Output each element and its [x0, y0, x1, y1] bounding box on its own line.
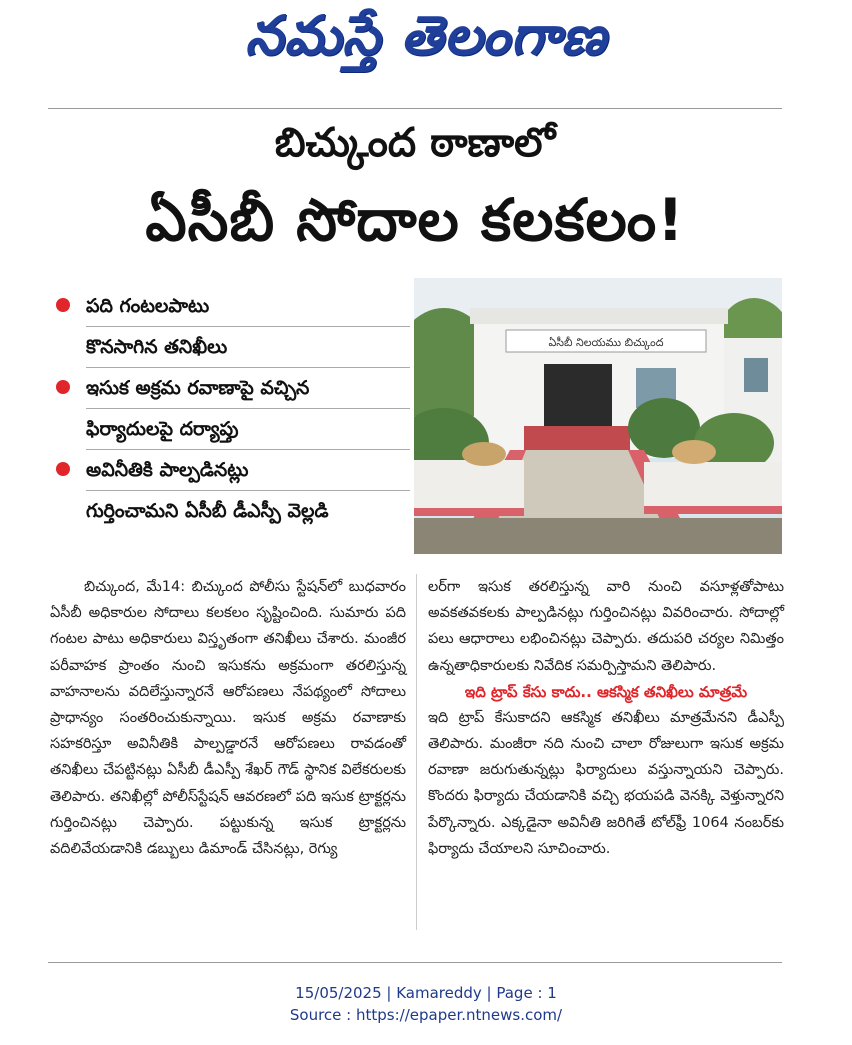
article-photo	[414, 278, 782, 554]
bullet-dot-icon	[56, 380, 70, 394]
top-rule	[48, 108, 782, 109]
highlight-line: ఇసుక అక్రమ రవాణాపై వచ్చిన	[86, 368, 410, 409]
highlight-item	[50, 450, 410, 531]
masthead	[0, 0, 852, 84]
highlight-line: ఫిర్యాదులపై దర్యాప్తు	[86, 409, 410, 450]
article-body-left	[50, 574, 406, 862]
article-headline: ఏసీబీ సోదాల కలకలం!	[145, 186, 685, 254]
article-kicker: బిచ్కుంద ఠాణాలో	[274, 120, 556, 166]
highlight-line: అవినీతికి పాల్పడినట్లు	[86, 450, 410, 491]
column-divider	[416, 574, 417, 930]
footer-edition-info: 15/05/2025 | Kamareddy | Page : 1	[295, 984, 557, 1002]
body-paragraph: ఇది ట్రాప్ కేసుకాదని ఆకస్మిక తనిఖీలు మాత్రమేనని డీఎస్పీ తెలిపారు. మంజీరా నది నుంచి చాలా రోజులుగా ఇసుక అక్రమ రవాణా జరుగుతున్నట్లు ఫిర్యాదులు వస్తున్నాయని చెప్పారు. కొందరు ఫిర్యాదు చేయడానికి వచ్చి భయపడి వెనక్కి వెళ్తున్నారని పేర్కొన్నారు. ఎక్కడైనా అవినీతి జరిగితే టోల్‌ఫ్రీ 1064 నంబర్‌కు ఫిర్యాదు చేయాలని సూచించారు.	[428, 709, 784, 857]
article-body-right	[428, 574, 784, 862]
body-paragraph: బిచ్కుంద, మే14: బిచ్కుంద పోలీసు స్టేషన్‌లో బుధవారం ఏసీబీ అధికారుల సోదాలు కలకలం సృష్టించింది. సుమారు పది గంటల పాటు అధికారులు విస్తృతంగా తనిఖీలు చేశారు. మంజీర పరీవాహక ప్రాంతం నుంచి ఇసుకను అక్రమంగా తరలిస్తున్న వాహనాలను వదిలేస్తున్నారనే ఆరోపణలు నేపథ్యంలో సోదాలు ప్రాధాన్యం సంతరించుకున్నాయి. ఇసుక అక్రమ రవాణాకు సహకరిస్తూ అవినీతికి పాల్పడ్డారనే ఆరోపణలు రావడంతో తనిఖీలు చేపట్టినట్లు ఏసీబీ డీఎస్పీ శేఖర్ గౌడ్ స్థానిక విలేకరులకు తెలిపారు. తనిఖీల్లో పోలీస్‌స్టేషన్ ఆవరణలో పది ఇసుక ట్రాక్టర్లను గుర్తించినట్లు చెప్పారు. పట్టుకున్న ఇసుక ట్రాక్టర్లను వదిలివేయడానికి డబ్బులు డిమాండ్ చేసినట్లు, రెగ్యు	[50, 579, 406, 858]
highlights-list	[50, 286, 410, 531]
body-paragraph: లర్‌గా ఇసుక తరలిస్తున్న వారి నుంచి వసూళ్లతోపాటు అవకతవకలకు పాల్పడినట్లు గుర్తించినట్లు వివరించారు. సోదాల్లో పలు ఆధారాలు లభించినట్లు చెప్పారు. తదుపరి చర్యల నిమిత్తం ఉన్నతాధికారులకు నివేదిక సమర్పిస్తామని తెలిపారు.	[428, 579, 784, 674]
footer-source: Source : https://epaper.ntnews.com/	[289, 1006, 563, 1024]
bullet-dot-icon	[56, 462, 70, 476]
article-subhead: ఇది ట్రాప్ కేసు కాదు.. ఆకస్మిక తనిఖీలు మాత్రమే	[464, 682, 748, 701]
photo-sign-text: ఏసీబీ నిలయము బిచ్కుంద	[548, 336, 664, 349]
highlight-item	[50, 286, 410, 368]
highlight-line: పది గంటలపాటు	[86, 286, 410, 327]
police-station-photo-icon	[414, 278, 782, 554]
bullet-dot-icon	[56, 298, 70, 312]
masthead-title: నమస్తే తెలంగాణ	[245, 3, 607, 67]
highlight-line: గుర్తించామని ఏసీబీ డీఎస్పీ వెల్లడి	[86, 500, 329, 522]
highlight-line: కొనసాగిన తనిఖీలు	[86, 327, 410, 368]
bottom-rule	[48, 962, 782, 963]
highlight-item	[50, 368, 410, 450]
